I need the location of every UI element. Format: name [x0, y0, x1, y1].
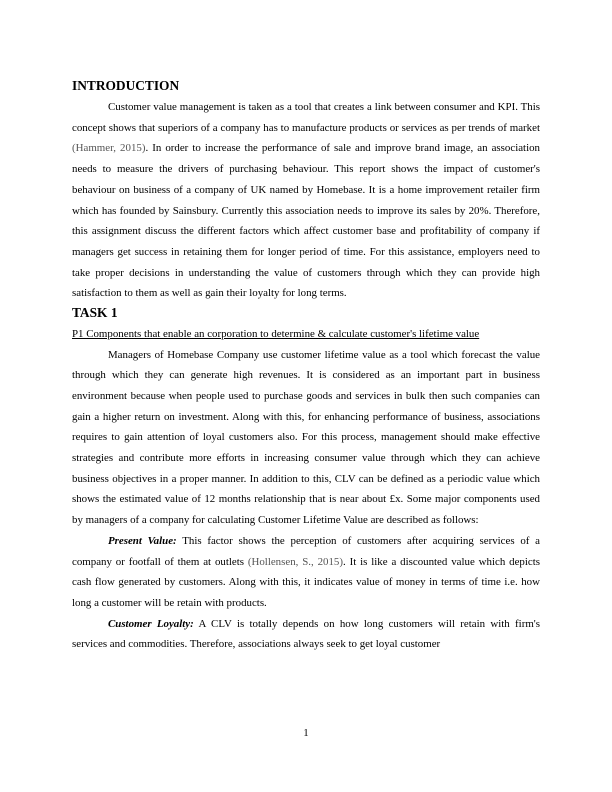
present-value-text-1: This factor shows the perception of customers after acquiring services of a company or footfall of them at outlets [72, 534, 540, 568]
page-number: 1 [303, 727, 309, 739]
customer-loyalty-text: A CLV is totally depends on how long customers will retain with firm's services and commodities. Therefore, associations always seek to get loyal customer [72, 617, 540, 651]
page-content [72, 77, 540, 655]
introduction-text-1: Customer value management is taken as a tool that creates a link between consumer and KPI. This concept shows that superiors of a company has to manufacture products or services as per trends of market [72, 101, 540, 134]
present-value-term: Present Value: [108, 534, 177, 547]
introduction-text-2: . In order to increase the performance of sale and improve brand image, an association needs to measure the drivers of purchasing behaviour. This report shows the impact of customer's behaviour on business of a company of UK named by Homebase. It is a home improvement retailer firm which has founded by Sainsbury. Currently this association needs to improve its sales by 20%. Therefore, this assignment discuss the different factors which affect customer base and profitability of company if managers get success in retaining them for longer period of time. For this assistance, employers need to take proper decisions in understanding the value of customers through which they can provide high satisfaction to them as well as gain their loyalty for long terms. [72, 142, 540, 300]
present-value-paragraph [72, 531, 540, 614]
citation-hammer: (Hammer, 2015) [72, 142, 146, 155]
introduction-heading: INTRODUCTION [72, 78, 180, 93]
present-value-text-2: . It is like a discounted value which depicts cash flow generated by customers. Along with this, it indicates value of money in terms of time i.e. how long a customer will be retain with products. [72, 555, 540, 609]
introduction-paragraph [72, 97, 540, 304]
clv-paragraph: Managers of Homebase Company use customer lifetime value as a tool which forecast the value through which they can generate high revenues. It is considered as an important part in business environment because when people used to purchase goods and services in bulk then such companies can gain a higher return on investment. Along with this, for enhancing performance of business, associations requires to gain attention of loyal customers also. For this process, management should make effective strategies and contribute more efforts in increasing consumer value through which they can achieve business objectives in a proper manner. In addition to this, CLV can be defined as a periodic value which shows the estimated value of 12 months relationship that is near about £x. Some major components used by managers of a company for calculating Customer Lifetime Value are described as follows: [72, 348, 540, 527]
citation-hollensen: (Hollensen, S., 2015) [247, 555, 344, 568]
task1-heading: TASK 1 [72, 305, 118, 321]
customer-loyalty-term: Customer Loyalty: [108, 617, 194, 630]
customer-loyalty-paragraph [72, 614, 540, 655]
p1-subheading: P1 Components that enable an corporation to determine & calculate customer's lifetime value [72, 328, 480, 341]
